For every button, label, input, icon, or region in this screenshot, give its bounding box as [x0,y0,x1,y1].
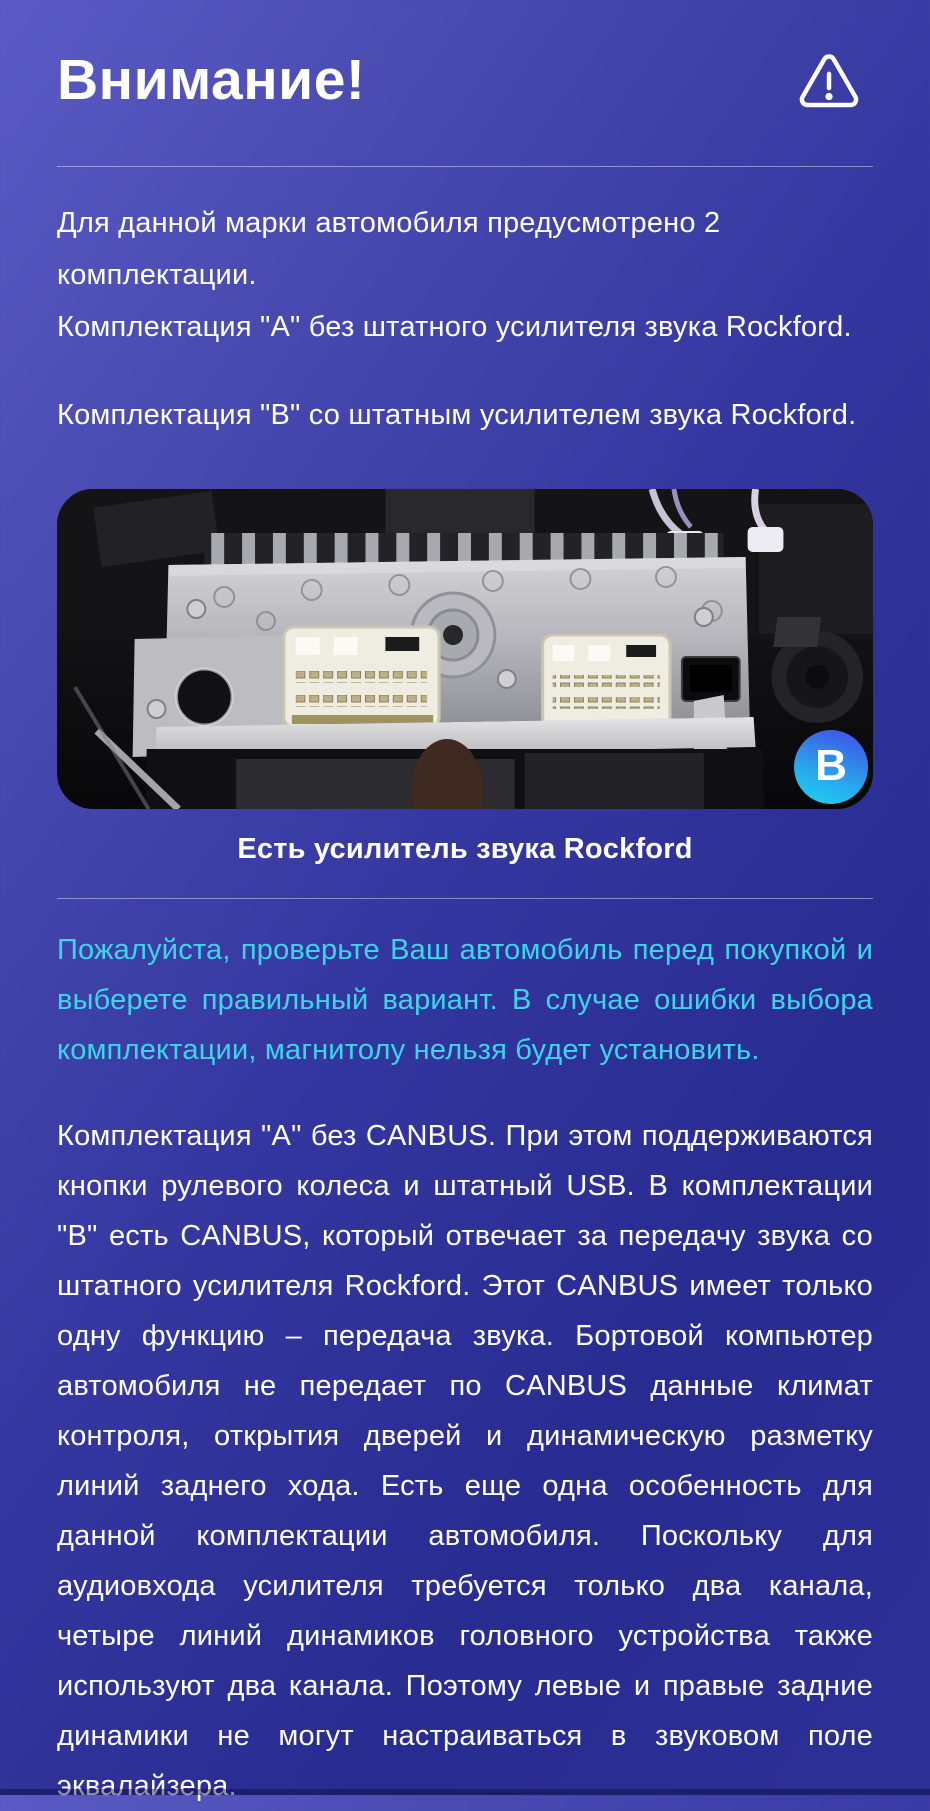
page-title: Внимание! [57,48,366,112]
amplifier-photo-art [57,489,873,809]
divider-middle [57,898,873,899]
intro-line-2: Комплектация "А" без штатного усилителя звука Rockford. [57,310,852,343]
warning-triangle-icon [797,51,861,111]
variant-b-badge [794,730,868,804]
bottom-edge [0,1789,930,1795]
variant-b-badge-letter: B [815,740,847,790]
divider-top [57,166,873,167]
configuration-details-text: Комплектация "А" без CANBUS. При этом поддерживаются кнопки рулевого колеса и штатный USB. В комплектации "В" есть CANBUS, который отвечает за передачу звука со штатного усилителя Rockford. Этот CANBUS имеет только одну функцию – передача звука. Бортовой компьютер автомобиля не передает по CANBUS данные климат контроля, открытия дверей и динамическую разметку линий заднего хода. Есть еще одна особенность для данной комплектации автомобиля. Поскольку для аудиовхода усилителя требуется только два канала, четыре линий динамиков головного устройства также используют два канала. Поэтому левые и правые задние динамики не могут настраиваться в звуковом поле эквалайзера. [57,1119,873,1802]
header [57,48,873,114]
purchase-warning-text: Пожалуйста, проверьте Ваш автомобиль перед покупкой и выберете правильный вариант. В случае ошибки выбора комплектации, магнитолу нельзя будет установить. [57,933,873,1066]
photo-caption: Есть усилитель звука Rockford [237,832,693,865]
amplifier-photo [57,489,873,809]
intro-line-3: Комплектация "В" со штатным усилителем звука Rockford. [57,398,857,431]
intro-line-1: Для данной марки автомобиля предусмотрено 2 комплектации. [57,206,721,291]
